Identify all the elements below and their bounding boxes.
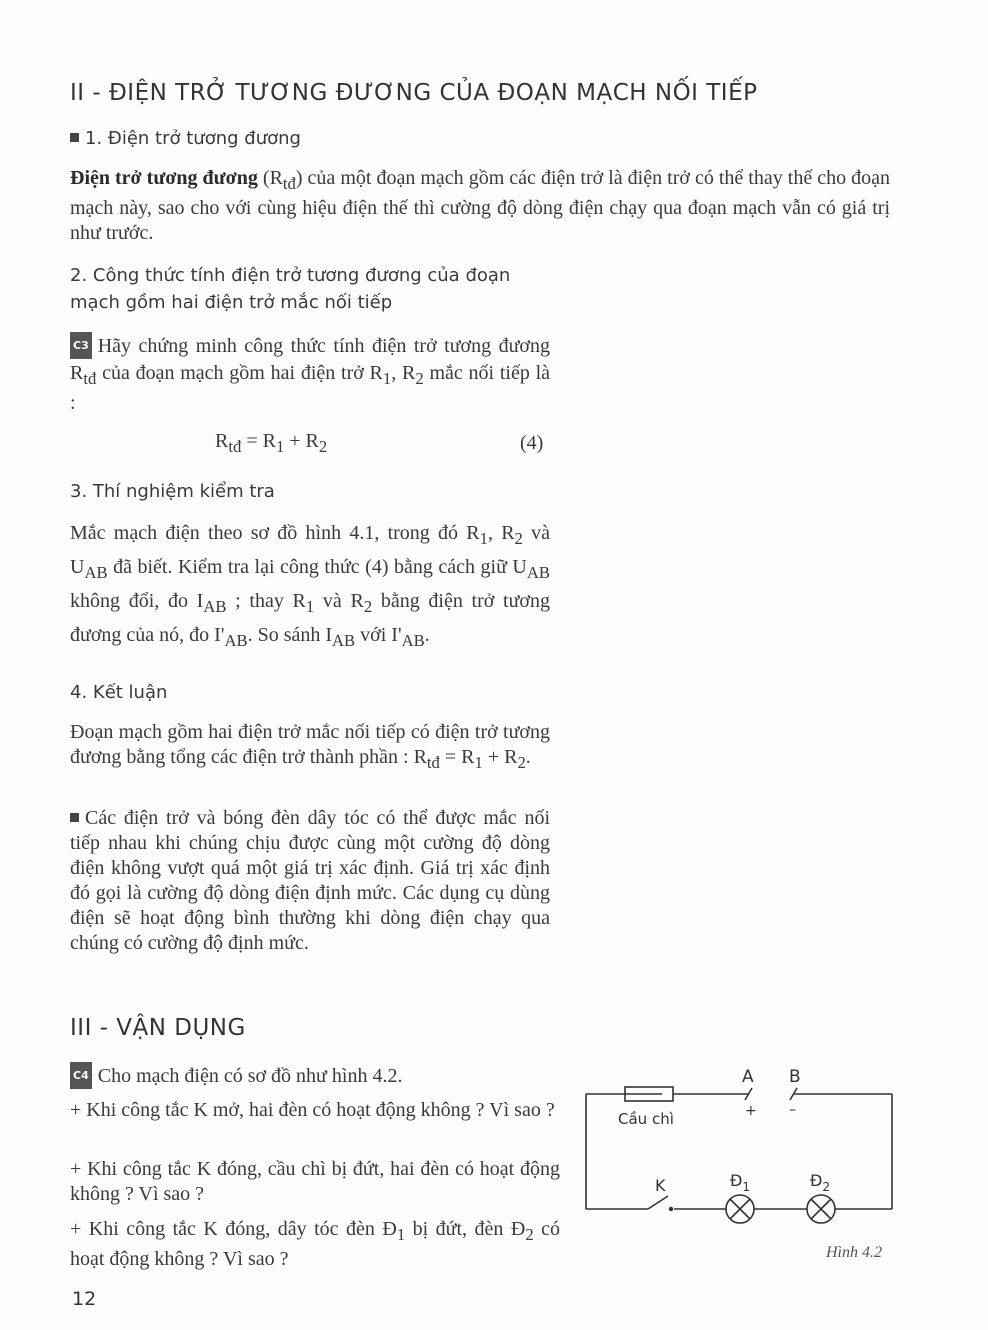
figure-caption: Hình 4.2 (826, 1244, 882, 1261)
subscript: tđ (83, 369, 97, 388)
plus-sign: + (745, 1103, 757, 1119)
text: với I' (355, 624, 402, 646)
subsection-4-title: 4. Kết luận (70, 682, 168, 703)
text: . (424, 624, 430, 646)
text: Đoạn mạch gồm hai điện trở mắc nối tiếp có điện trở tương đương bằng tổng các điện trở thành phần : R (70, 721, 550, 768)
subscript: 1 (479, 529, 488, 548)
text: , R (487, 522, 515, 544)
text: , R (391, 362, 416, 384)
switch-label: K (655, 1176, 666, 1195)
section-3-heading: III - VẬN DỤNG (70, 1015, 246, 1041)
question-2: + Khi công tắc K đóng, cầu chì bị đứt, hai đèn có hoạt động không ? Vì sao ? (70, 1158, 560, 1205)
question-3 (70, 1217, 560, 1272)
text: R (215, 430, 229, 452)
lamp-1-label (730, 1171, 750, 1194)
subsection-1-title (70, 128, 301, 149)
subscript: AB (84, 563, 108, 582)
subscript: AB (526, 563, 550, 582)
terminal-b-label: B (789, 1067, 801, 1087)
terminal-a-label: A (742, 1067, 754, 1087)
subscript: 1 (742, 1180, 751, 1194)
subscript: 2 (415, 369, 424, 388)
conclusion-paragraph (70, 720, 550, 775)
text: ; thay R (226, 590, 306, 612)
subscript: AB (203, 597, 227, 616)
text: có hoạt động không ? Vì sao ? (70, 1218, 560, 1270)
text: Đ (810, 1171, 823, 1190)
c3-badge: C3 (70, 332, 92, 359)
subscript: AB (224, 631, 248, 650)
question-1: + Khi công tắc K mở, hai đèn có hoạt động không ? Vì sao ? (70, 1099, 555, 1121)
subsection-1-label: 1. Điện trở tương đương (85, 128, 301, 149)
text: . (525, 746, 531, 768)
subscript: tđ (228, 437, 242, 456)
subsection-3-title: 3. Thí nghiệm kiểm tra (70, 481, 275, 502)
subscript: 1 (396, 1225, 406, 1244)
subscript: 2 (822, 1180, 831, 1194)
text: Đ (730, 1171, 743, 1190)
text: và R (314, 590, 364, 612)
text: . So sánh I (247, 624, 333, 646)
text: Các điện trở và bóng đèn dây tóc có thể được mắc nối tiếp nhau khi chúng chịu được cùng một cường độ dòng điện không vượt quá một giá trị xác định. Giá trị xác định đó gọi là cường độ dòng điện định mức. Các dụng cụ dùng điện sẽ hoạt động bình thường khi dòng điện chạy qua chúng có cường độ định mức. (70, 807, 550, 954)
subscript: 2 (514, 529, 523, 548)
text: đã biết. Kiểm tra lại công thức (4) bằng cách giữ U (107, 556, 527, 578)
bullet-square-icon (70, 813, 79, 822)
formula-4 (215, 430, 327, 457)
switch-contact-dot (669, 1207, 673, 1211)
subscript: 2 (363, 597, 373, 616)
c4-intro (70, 1064, 560, 1091)
subscript: AB (401, 631, 425, 650)
fuse-label: Cầu chì (618, 1110, 674, 1128)
bullet-square-icon (70, 133, 79, 142)
c3-paragraph (70, 334, 550, 416)
c4-badge: C4 (70, 1062, 92, 1089)
subscript: 1 (275, 437, 285, 456)
subscript: 1 (474, 753, 483, 772)
text: Hãy chứng minh công thức tính điện trở tương đương R (70, 335, 550, 384)
text: + R (482, 746, 518, 768)
lamp-2-label (810, 1171, 830, 1194)
text: ) của một đoạn mạch gồm các điện trở là điện trở có thể thay thế cho đoạn mạch này, sao cho với cùng hiệu điện thế thì cường độ dòng điện chạy qua đoạn mạch vẫn có giá trị như trước. (70, 167, 891, 244)
subscript: AB (332, 631, 356, 650)
text: và U (70, 522, 550, 578)
text: bị đứt, đèn Đ (405, 1218, 526, 1240)
text: không đổi, đo I (70, 590, 204, 612)
subsection-2-title: 2. Công thức tính điện trở tương đương của đoạn mạch gồm hai điện trở mắc nối tiếp (70, 265, 511, 313)
subscript: 1 (305, 597, 315, 616)
subscript: tđ (426, 753, 440, 772)
text: Cho mạch điện có sơ đồ như hình 4.2. (97, 1065, 403, 1088)
switch-k-icon[interactable] (648, 1196, 668, 1209)
text: mắc nối tiếp là : (70, 362, 551, 414)
text: (R (262, 167, 283, 189)
minus-sign: – (789, 1102, 796, 1118)
text: Mắc mạch điện theo sơ đồ hình 4.1, trong đó R (70, 522, 480, 544)
formula-number: (4) (520, 432, 544, 454)
circuit-diagram-figure-4-2 (570, 1060, 910, 1235)
page-number: 12 (72, 1288, 97, 1310)
subscript: 2 (525, 1225, 534, 1244)
text: bằng điện trở tương đương của nó, đo I' (70, 590, 550, 646)
text: + Khi công tắc K đóng, dây tóc đèn Đ (70, 1218, 397, 1240)
subscript: 2 (517, 753, 526, 772)
text: + R (284, 430, 319, 452)
definition-paragraph (70, 166, 890, 246)
experiment-paragraph (70, 519, 550, 655)
text: = R (241, 430, 276, 452)
subscript: 1 (382, 369, 392, 388)
note-paragraph (70, 806, 550, 956)
text: của đoạn mạch gồm hai điện trở R (102, 362, 383, 384)
text: = R (439, 746, 475, 768)
section-2-heading: II - ĐIỆN TRỞ TƯƠNG ĐƯƠNG CỦA ĐOẠN MẠCH NỐI TIẾP (70, 80, 758, 106)
subscript: tđ (282, 174, 296, 193)
defined-term: Điện trở tương đương (70, 167, 258, 189)
subscript: 2 (318, 437, 328, 456)
